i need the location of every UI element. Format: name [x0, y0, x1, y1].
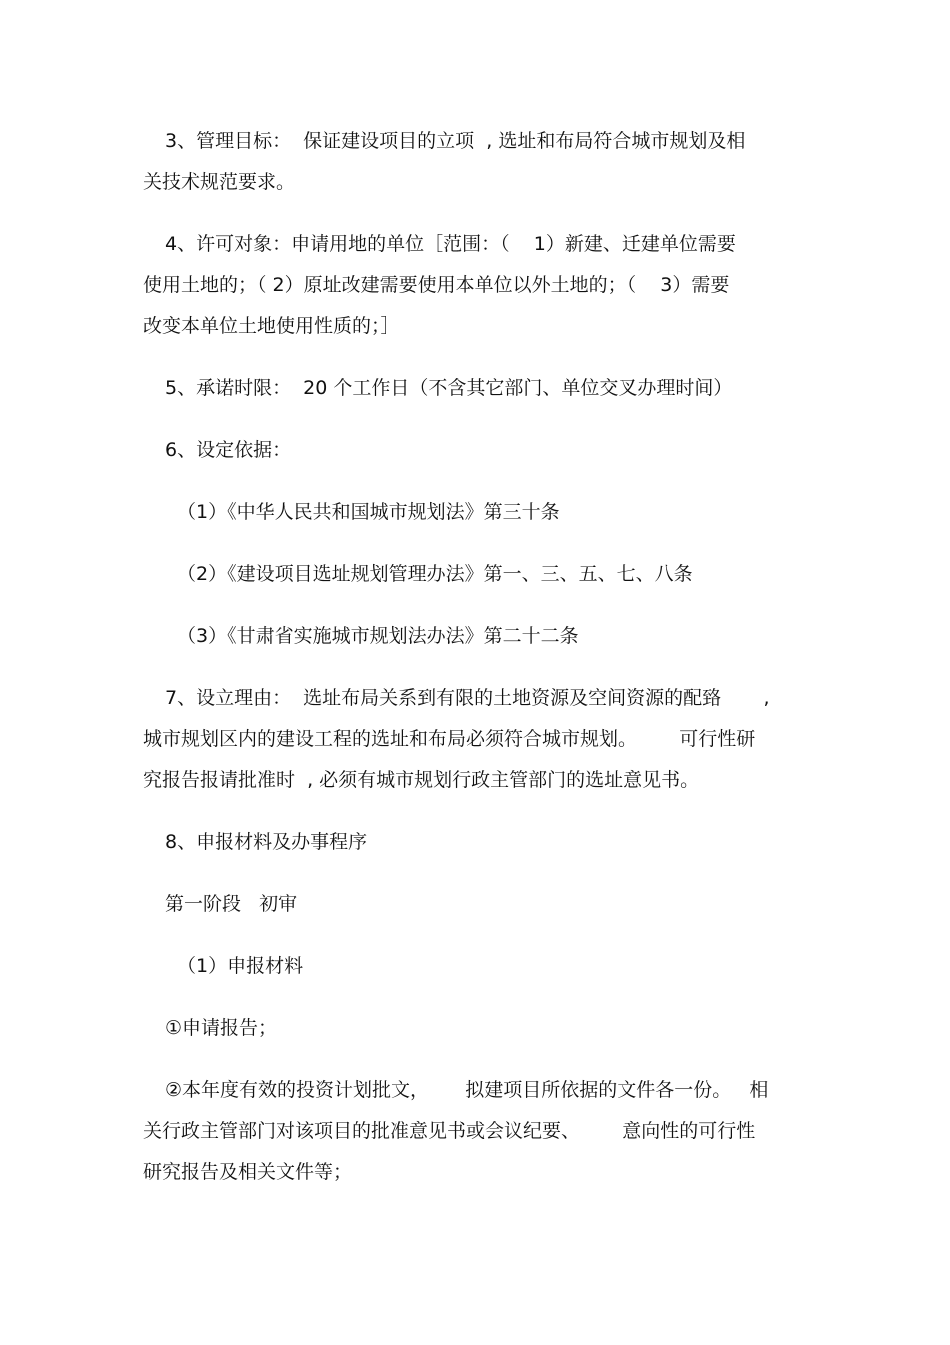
legal-basis-item-1: （1）《中华人民共和国城市规划法》第三十条 [177, 501, 560, 523]
promised-time-limit: 5、承诺时限： 20 个工作日（不含其它部门、单位交叉办理时间） [165, 377, 733, 399]
reason-line-3: 究报告报请批准时 , 必须有城市规划行政主管部门的选址意见书。 [143, 769, 700, 791]
management-goal-line-2: 关技术规范要求。 [143, 171, 296, 193]
materials-and-procedure-heading: 8、申报材料及办事程序 [165, 831, 368, 853]
legal-basis-item-2: （2）《建设项目选址规划管理办法》第一、三、五、七、八条 [177, 563, 693, 585]
reason-line-1: 7、设立理由： 选址布局关系到有限的土地资源及空间资源的配臵 , [165, 687, 770, 709]
application-report-item: ①申请报告； [165, 1017, 278, 1039]
stage-one-heading: 第一阶段 初审 [165, 893, 298, 915]
legal-basis-heading: 6、设定依据： [165, 439, 292, 461]
investment-approval-line-2: 关行政主管部门对该项目的批准意见书或会议纪要、 意向性的可行性 [143, 1120, 756, 1142]
permit-target-line-2: 使用土地的；（ 2）原址改建需要使用本单位以外土地的；（ 3）需要 [143, 274, 730, 296]
permit-target-line-3: 改变本单位土地使用性质的；］ [143, 315, 400, 337]
reason-line-2: 城市规划区内的建设工程的选址和布局必须符合城市规划。 可行性研 [143, 728, 756, 750]
management-goal-line-1: 3、管理目标： 保证建设项目的立项 , 选址和布局符合城市规划及相 [165, 130, 746, 152]
investment-approval-line-3: 研究报告及相关文件等； [143, 1161, 353, 1183]
materials-subheading: （1）申报材料 [177, 955, 304, 977]
investment-approval-line-1: ②本年度有效的投资计划批文， 拟建项目所依据的文件各一份。 相 [165, 1079, 769, 1101]
legal-basis-item-3: （3）《甘肃省实施城市规划法办法》第二十二条 [177, 625, 579, 647]
permit-target-line-1: 4、许可对象：申请用地的单位［范围：（ 1）新建、迁建单位需要 [165, 233, 736, 255]
